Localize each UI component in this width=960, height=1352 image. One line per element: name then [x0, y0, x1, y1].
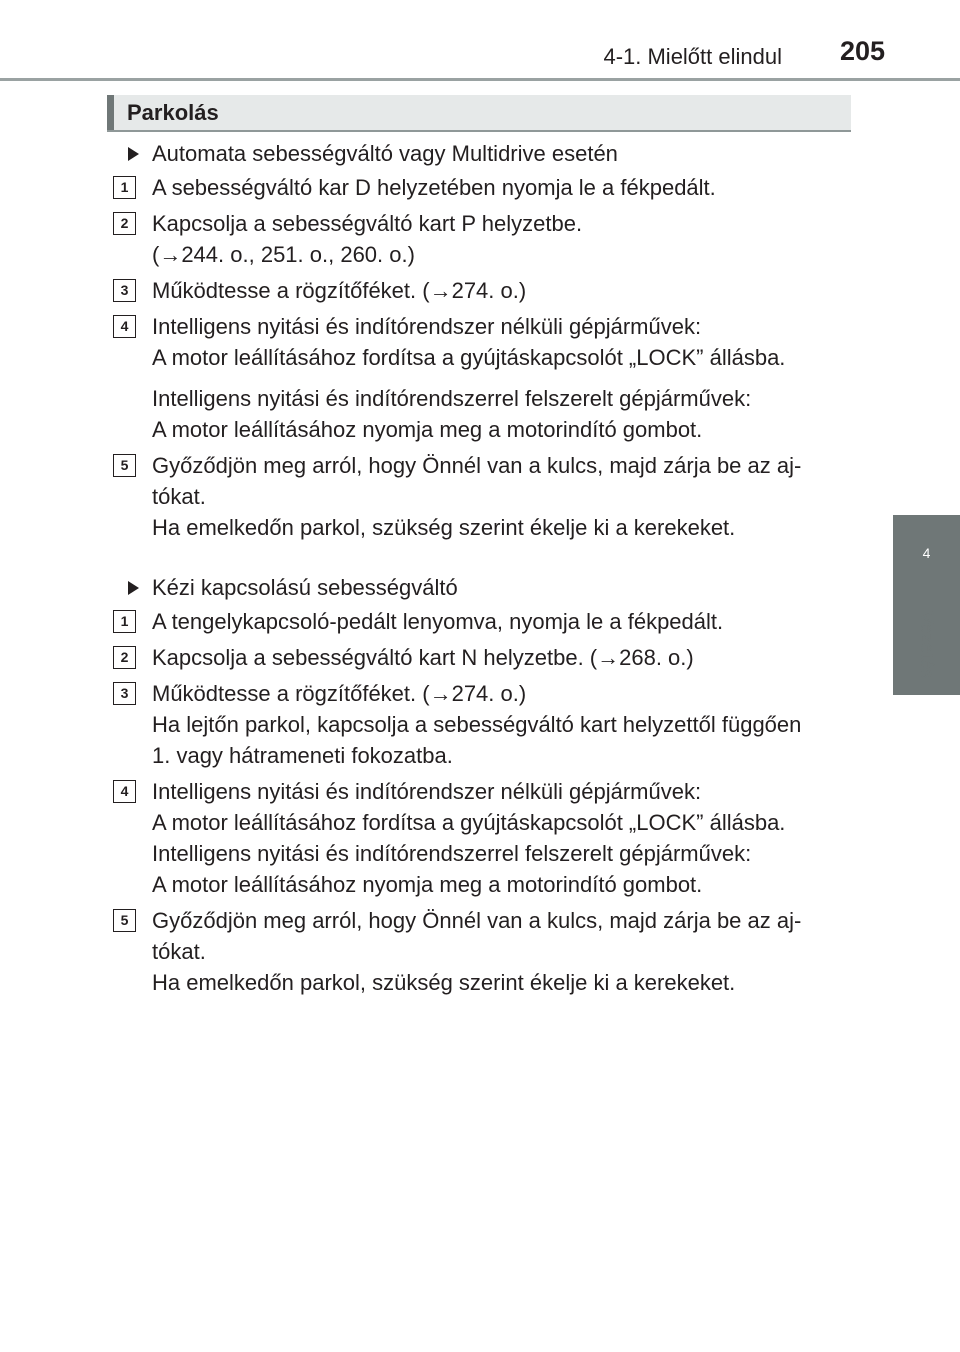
page-content: [113, 138, 858, 1003]
step-text: A motor leállításához nyomja meg a motorindító gombot.: [152, 872, 703, 897]
step-text: A motor leállításához fordítsa a gyújtáskapcsolót „LOCK” állásba.: [152, 345, 786, 370]
step-number-badge: 2: [113, 212, 136, 235]
step-text: Ha emelkedőn parkol, szükség szerint ékelje ki a kerekeket.: [152, 970, 736, 995]
chapter-tab-label: Vezetés: [916, 611, 937, 679]
section-title: Parkolás: [127, 100, 219, 125]
chapter-section-reference: 4-1. Mielőtt elindul: [603, 44, 782, 69]
subheading-text: Kézi kapcsolású sebességváltó: [152, 575, 458, 600]
step-item: [113, 606, 858, 637]
step-text: Győződjön meg arról, hogy Önnél van a kulcs, majd zárja be az aj-: [152, 453, 802, 478]
step-item: [113, 311, 858, 445]
triangle-bullet-icon: [128, 147, 139, 161]
step-text: Intelligens nyitási és indítórendszer nélküli gépjárművek:: [152, 314, 702, 339]
step-text: tókat.: [152, 939, 206, 964]
step-number-badge: 2: [113, 646, 136, 669]
step-item: [113, 172, 858, 203]
step-text: Működtesse a rögzítőféket. (→274. o.): [152, 681, 527, 706]
step-text: Győződjön meg arról, hogy Önnél van a kulcs, majd zárja be az aj-: [152, 908, 802, 933]
step-number-badge: 3: [113, 682, 136, 705]
subheading-automatic: [113, 138, 858, 169]
step-number-badge: 1: [113, 176, 136, 199]
step-text: Működtesse a rögzítőféket. (→274. o.): [152, 278, 527, 303]
step-text: Kapcsolja a sebességváltó kart P helyzetbe.: [152, 211, 583, 236]
step-number-badge: 4: [113, 780, 136, 803]
step-item: [113, 208, 858, 270]
step-text: A sebességváltó kar D helyzetében nyomja le a fékpedált.: [152, 175, 716, 200]
step-number-badge: 1: [113, 610, 136, 633]
subheading-manual: [113, 572, 858, 603]
step-text: Intelligens nyitási és indítórendszerrel felszerelt gépjárművek:: [152, 386, 752, 411]
subheading-text: Automata sebességváltó vagy Multidrive esetén: [152, 141, 618, 166]
step-item: [113, 678, 858, 771]
step-text: A tengelykapcsoló-pedált lenyomva, nyomja le a fékpedált.: [152, 609, 724, 634]
page-reference-text: (→244. o., 251. o., 260. o.): [152, 242, 415, 267]
step-item: [113, 450, 858, 543]
step-text: Intelligens nyitási és indítórendszer nélküli gépjárművek:: [152, 779, 702, 804]
header-divider: [0, 78, 960, 81]
step-text: Ha emelkedőn parkol, szükség szerint ékelje ki a kerekeket.: [152, 515, 736, 540]
step-item: [113, 642, 858, 673]
step-text: Intelligens nyitási és indítórendszerrel felszerelt gépjárművek:: [152, 841, 752, 866]
step-number-badge: 5: [113, 454, 136, 477]
triangle-bullet-icon: [128, 581, 139, 595]
step-item: [113, 905, 858, 998]
step-text: 1. vagy hátrameneti fokozatba.: [152, 743, 453, 768]
step-text: Kapcsolja a sebességváltó kart N helyzetbe. (→268. o.): [152, 645, 694, 670]
step-text: tókat.: [152, 484, 206, 509]
step-number-badge: 3: [113, 279, 136, 302]
step-number-badge: 5: [113, 909, 136, 932]
section-title-bar: [107, 95, 851, 132]
step-text: A motor leállításához fordítsa a gyújtáskapcsolót „LOCK” állásba.: [152, 810, 786, 835]
step-number-badge: 4: [113, 315, 136, 338]
step-text: Ha lejtőn parkol, kapcsolja a sebességváltó kart helyzettől függően: [152, 712, 802, 737]
step-item: [113, 776, 858, 900]
step-item: [113, 275, 858, 306]
chapter-tab-number: 4: [922, 545, 931, 561]
page-number: 205: [839, 36, 885, 66]
step-text: A motor leállításához nyomja meg a motorindító gombot.: [152, 417, 703, 442]
